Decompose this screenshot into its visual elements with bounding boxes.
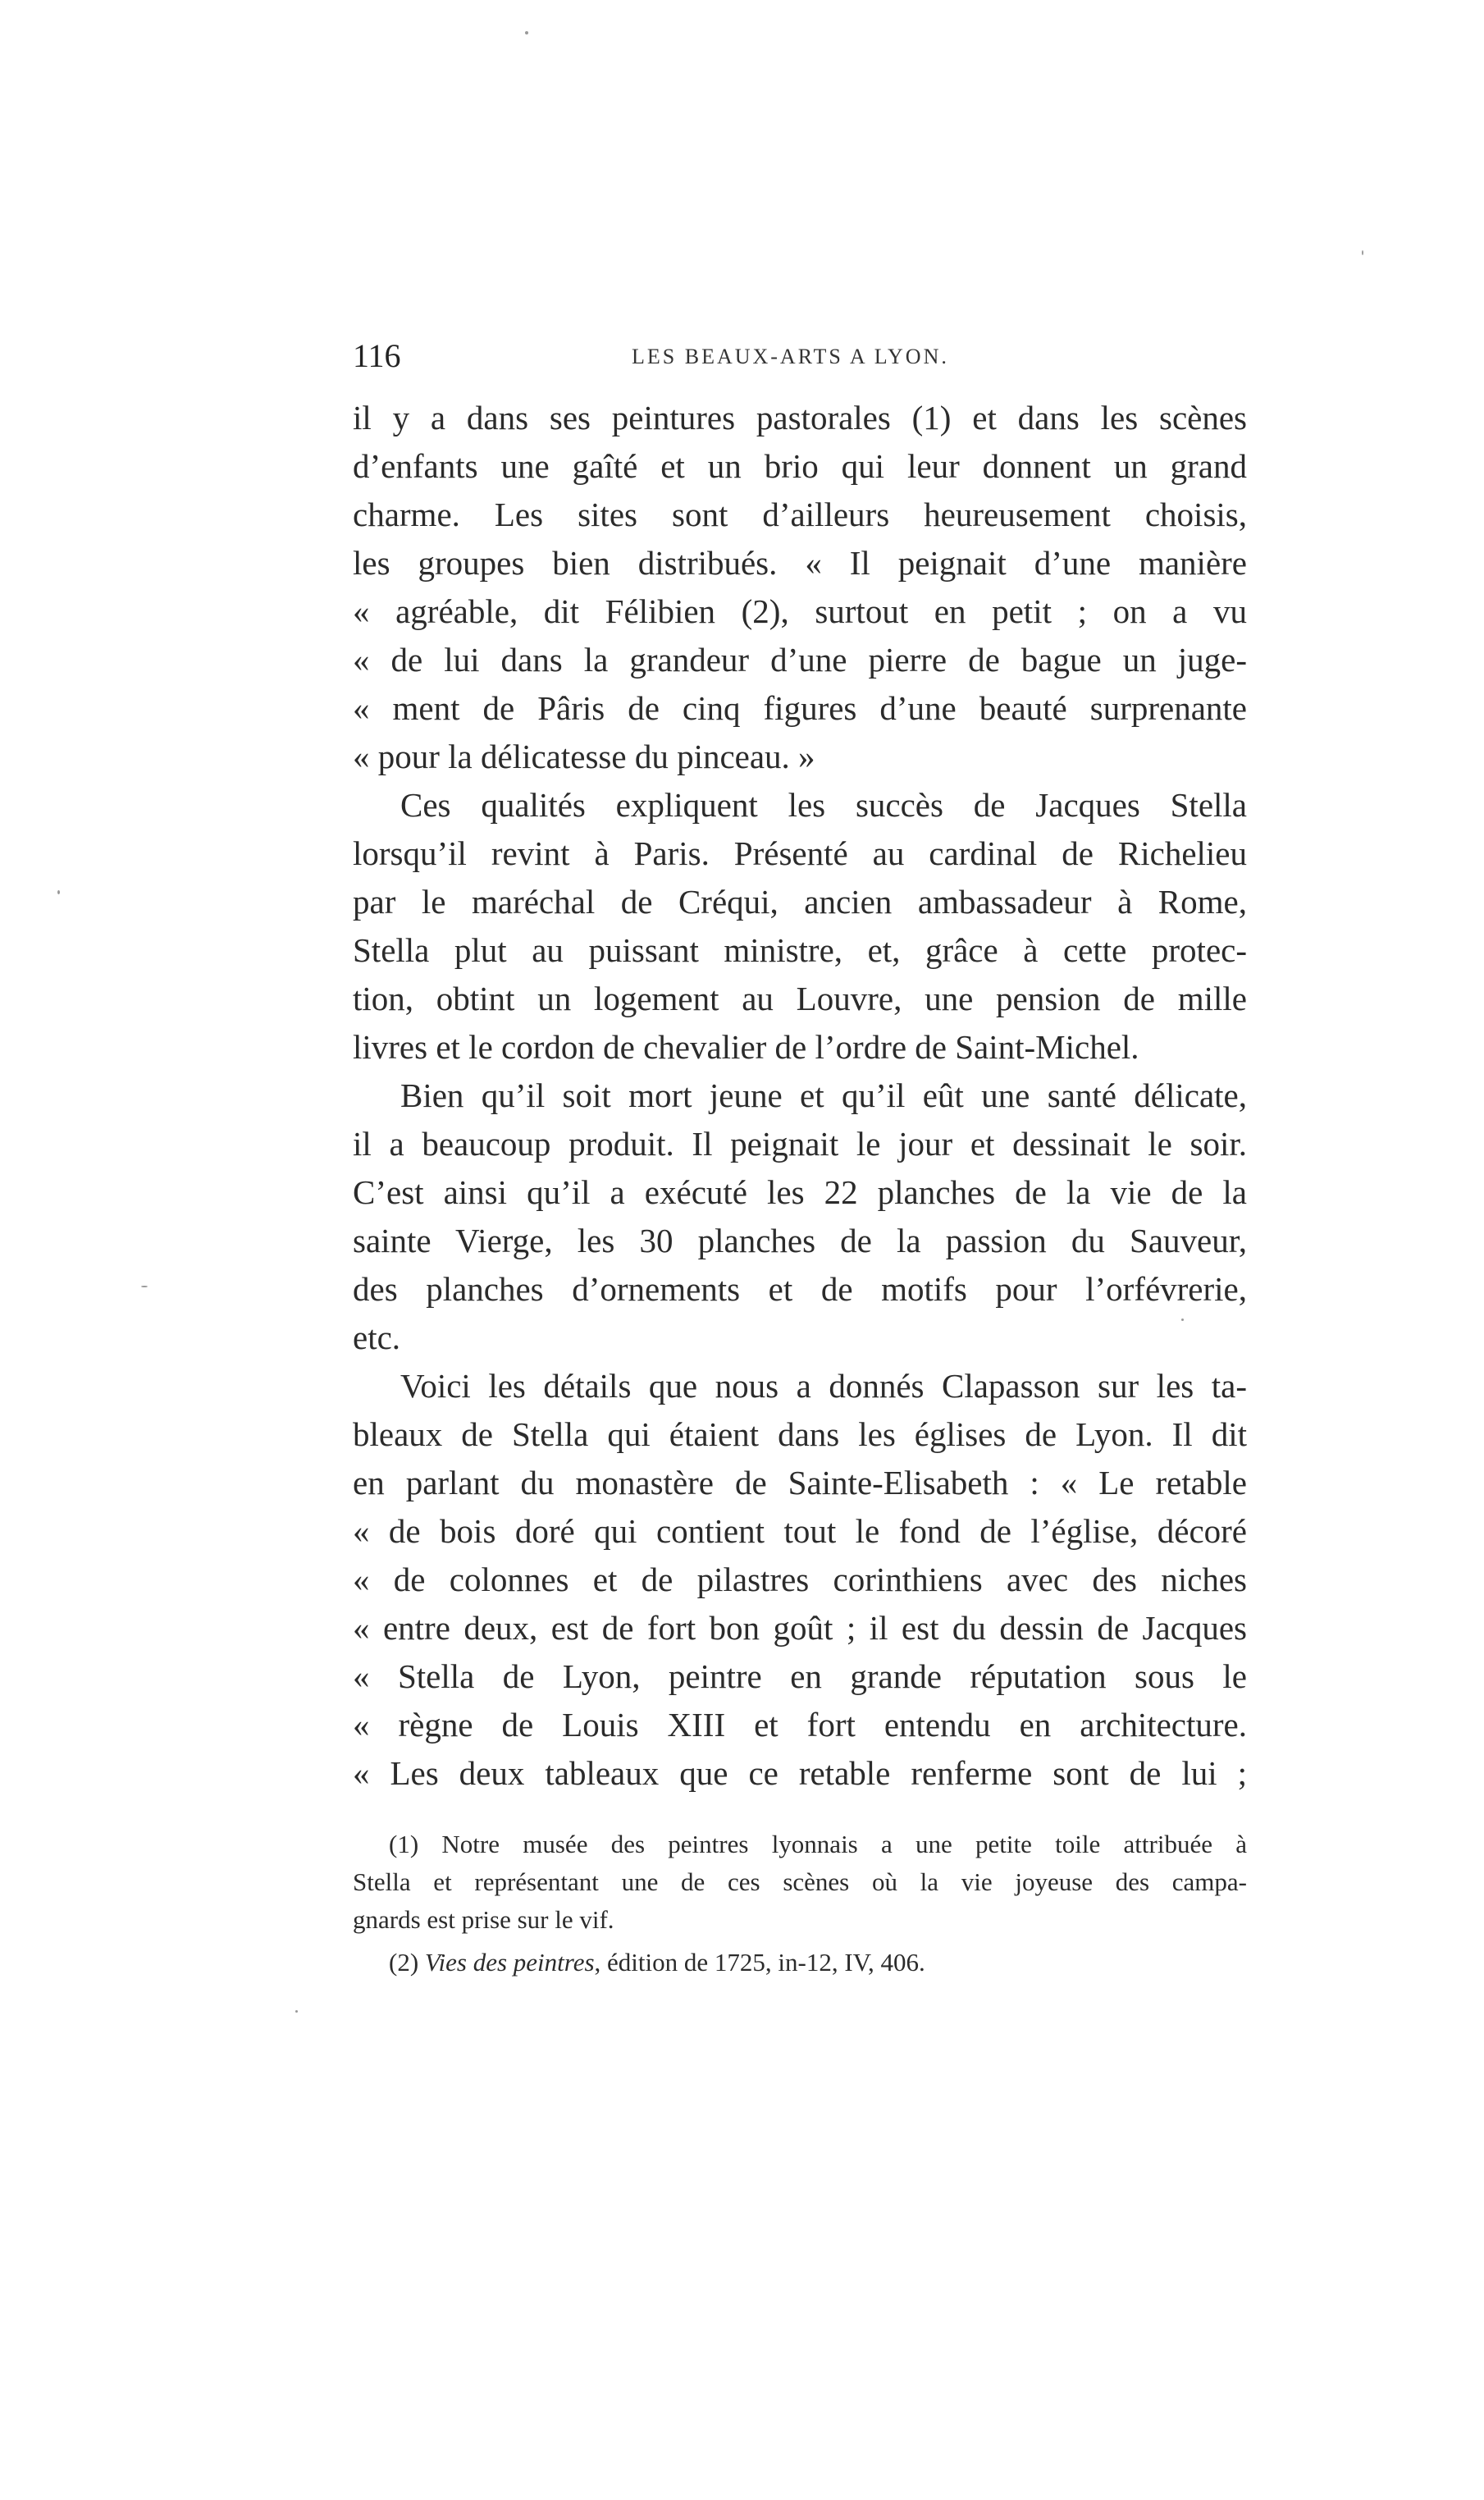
paper-speck	[1181, 1319, 1184, 1321]
text-line: il y a dans ses peintures pastorales (1) et dans les scènes	[353, 399, 1247, 436]
page-header	[353, 336, 1255, 386]
footnote-line: Stella et représentant une de ces scènes où la vie joyeuse des campa-	[353, 1867, 1247, 1896]
text-line: « pour la délicatesse du pinceau. »	[353, 738, 815, 775]
footnote-book-title: Vies des peintres	[424, 1948, 595, 1977]
text-line: bleaux de Stella qui étaient dans les églises de Lyon. Il dit	[353, 1415, 1247, 1453]
text-line: « de bois doré qui contient tout le fond de l’église, décoré	[353, 1512, 1247, 1550]
text-line: « de lui dans la grandeur d’une pierre de bague un juge-	[353, 641, 1247, 679]
text-line: etc.	[353, 1319, 401, 1356]
main-text	[353, 394, 1247, 1798]
text-line: « règne de Louis XIII et fort entendu en architecture.	[353, 1706, 1247, 1744]
text-line: tion, obtint un logement au Louvre, une pension de mille	[353, 980, 1247, 1017]
text-line: C’est ainsi qu’il a exécuté les 22 planches de la vie de la	[353, 1173, 1247, 1211]
text-line: Voici les détails que nous a donnés Clapasson sur les ta-	[400, 1367, 1247, 1405]
footnote-1	[353, 1826, 1247, 1939]
paper-speck	[1362, 250, 1363, 255]
text-line: « entre deux, est de fort bon goût ; il est du dessin de Jacques	[353, 1609, 1247, 1647]
text-line: « agréable, dit Félibien (2), surtout en petit ; on a vu	[353, 592, 1247, 630]
text-line: livres et le cordon de chevalier de l’ordre de Saint-Michel.	[353, 1028, 1139, 1066]
footnote-line: (1) Notre musée des peintres lyonnais a une petite toile attribuée à	[389, 1830, 1247, 1858]
paper-speck	[57, 890, 60, 894]
text-line: en parlant du monastère de Sainte-Elisabeth : « Le retable	[353, 1464, 1247, 1501]
paper-speck	[141, 1286, 148, 1287]
text-line: sainte Vierge, les 30 planches de la passion du Sauveur,	[353, 1222, 1247, 1259]
footnotes	[353, 1826, 1247, 1981]
paper-speck	[295, 2010, 298, 2013]
text-line: il a beaucoup produit. Il peignait le jour et dessinait le soir.	[353, 1125, 1247, 1163]
running-title: LES BEAUX-ARTS A LYON.	[632, 345, 949, 368]
text-line: « Stella de Lyon, peintre en grande réputation sous le	[353, 1657, 1247, 1695]
text-line: par le maréchal de Créqui, ancien ambassadeur à Rome,	[353, 883, 1247, 921]
text-line: les groupes bien distribués. « Il peignait d’une manière	[353, 544, 1247, 582]
footnote-citation: , édition de 1725, in-12, IV, 406.	[594, 1948, 925, 1977]
text-line: « Les deux tableaux que ce retable renferme sont de lui ;	[353, 1754, 1247, 1792]
footnote-line: gnards est prise sur le vif.	[353, 1905, 614, 1934]
text-line: Bien qu’il soit mort jeune et qu’il eût une santé délicate,	[400, 1076, 1247, 1114]
text-line: des planches d’ornements et de motifs pour l’orfévrerie,	[353, 1270, 1247, 1308]
page-number: 116	[353, 337, 401, 374]
footnote-2	[353, 1944, 1247, 1981]
paper-speck	[525, 31, 528, 34]
text-line: d’enfants une gaîté et un brio qui leur donnent un grand	[353, 447, 1247, 485]
text-line: charme. Les sites sont d’ailleurs heureusement choisis,	[353, 496, 1247, 533]
text-line: « de colonnes et de pilastres corinthiens avec des niches	[353, 1561, 1247, 1598]
text-line: lorsqu’il revint à Paris. Présenté au cardinal de Richelieu	[353, 834, 1247, 872]
text-line: Stella plut au puissant ministre, et, grâce à cette protec-	[353, 931, 1247, 969]
text-line: « ment de Pâris de cinq figures d’une beauté surprenante	[353, 689, 1247, 727]
text-line: Ces qualités expliquent les succès de Jacques Stella	[400, 786, 1247, 824]
footnote-marker: (2)	[389, 1948, 419, 1977]
